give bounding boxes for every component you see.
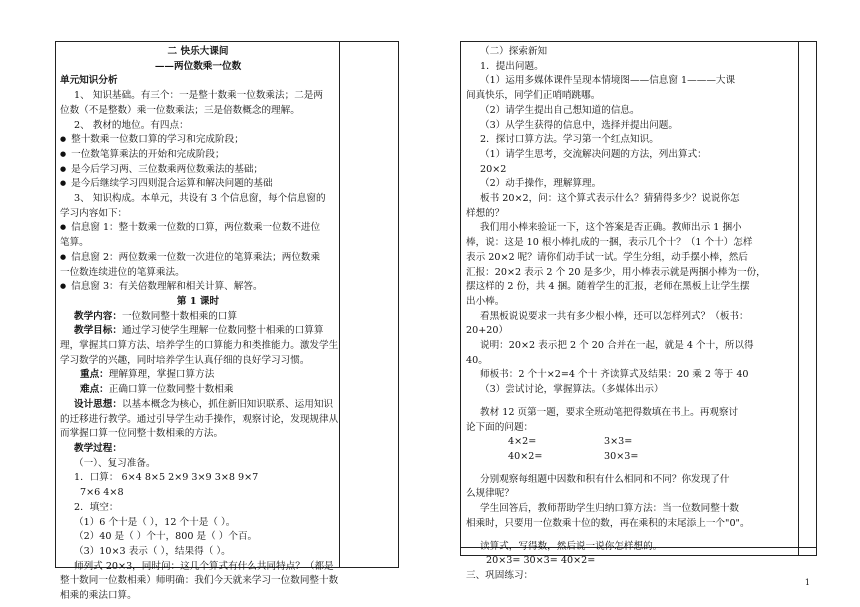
position-heading: 2、 教材的地位。有四点：: [74, 119, 189, 131]
final-equations: 20×3= 30×3= 40×2=: [486, 555, 596, 567]
structure-line1: 3、 知识构成。本单元，共设有 3 个信息窗，每个信息窗的: [74, 193, 326, 205]
window1-line2: 笔算。: [60, 237, 89, 249]
structure-line2: 学习内容如下：: [60, 207, 128, 219]
teacher-line1: 师列式 20×3，同时问：这几个算式有什么共同特点？（都是: [74, 560, 334, 572]
window1-line1: ● 信息窗 1：整十数乘一位数的口算，两位数乘一位数不进位: [60, 221, 336, 236]
teacher-line2: 整十数同一位数相乘）师明确：我们今天就来学习一位数同整十数: [60, 575, 339, 587]
goal-line3: 学习数学的兴趣，同时培养学生认真仔细的良好学习习惯。: [60, 354, 310, 366]
step2: （2）请学生提出自己想知道的信息。: [480, 104, 640, 116]
verify-line5: 摆这样的 2 份，共 4 捆。随着学生的汇报，老师在黑板上让学生摆: [466, 281, 750, 293]
formula: 20×2: [480, 163, 507, 175]
position-item: ● 整十数乘一位数口算的学习和完成阶段；: [60, 133, 336, 148]
right-table-divider: [798, 41, 799, 556]
observe-line2: 么规律呢？: [466, 488, 514, 500]
position-item: ● 一位数笔算乘法的开始和完成阶段；: [60, 148, 336, 163]
position-item: ● 是今后学习两、三位数乘两位数乘法的基础；: [60, 163, 336, 178]
fill-item-3: （3）10×3 表示（ ），结果得（ ）。: [74, 545, 231, 557]
explore-calc: 2．探讨口算方法。学习第一个红点知识。: [480, 134, 659, 146]
unit-subtitle: ——两位数乘一位数: [154, 60, 242, 72]
content-text: 一位数同整十数相乘的口算: [121, 310, 238, 322]
explore-heading: （二）探索新知: [480, 46, 548, 57]
board-question-line2: 20+20）: [466, 325, 509, 337]
board-question-line1: 看黑板说说要求一共有多少根小棒，还可以怎样列式？（板书：: [480, 310, 749, 322]
equation: 3×3=: [604, 436, 633, 448]
read-write-instruction: 读算式，写得数，然后说一说你怎样想的。: [480, 540, 663, 552]
goal-line2: 理，掌握其口算方法、培养学生的口算能力和类推能力。激发学生: [60, 340, 339, 352]
discuss-step: （3）尝试讨论，掌握算法。（多媒体出示）: [480, 384, 664, 396]
verify-line2: 棒，说：这是 10 根小棒扎成的一捆，表示几个十？（1 个十）怎样: [466, 237, 753, 249]
key-label: 重点：: [80, 369, 109, 381]
verify-line6: 出小棒。: [466, 295, 505, 307]
oral-calc-line2: 7×6 4×8: [80, 487, 124, 499]
goal-text: 通过学习使学生理解一位数同整十相乘的口算算: [121, 325, 324, 337]
design-line2: 的迁移进行教学。通过引导学生动手操作，观察讨论，发现规律从: [60, 413, 339, 425]
design-label: 设计思想：: [74, 398, 122, 410]
page-number: 1: [804, 578, 810, 587]
operate-step: （2）动手操作，理解算理。: [480, 178, 602, 190]
key-text: 理解算理，掌握口算方法: [108, 369, 215, 381]
verify-line3: 表示 20×2 呢？请你们动手试一试。学生分组，动手摆小棒，然后: [466, 251, 748, 263]
explain-line2: 40。: [466, 354, 488, 366]
think-step: （1）请学生思考，交流解决问题的方法，列出算式：: [480, 148, 707, 160]
equation: 40×2=: [508, 450, 543, 462]
step1-line1: （1）运用多媒体课件呈现本情境图——信息窗 1———大课: [480, 75, 736, 87]
step1-line2: 间真快乐，同学们正哨哨跳哪。: [466, 90, 601, 102]
difficulty-label: 难点：: [80, 384, 109, 396]
textbook-line1: 教材 12 页第一题，要求全班动笔把得数填在书上。再观察讨: [480, 406, 739, 418]
window2-line2: 一位数连续进位的笔算乘法。: [60, 266, 185, 278]
consolidate-heading: 三、巩固练习：: [466, 569, 534, 581]
verify-line4: 汇报：20×2 表示 2 个 20 是多少，用小棒表示就是两捆小棒为一份，: [466, 266, 766, 278]
difficulty-text: 正确口算一位数同整十数相乘: [108, 384, 234, 396]
knowledge-basis-line2: 位数（不是整数）乘一位数乘法；三是倍数概念的理解。: [60, 104, 300, 116]
observe-line1: 分别观察每组题中因数和积有什么相同和不同？你发现了什: [480, 473, 730, 485]
unit-title: 二 快乐大课间: [167, 46, 229, 57]
summary-line1: 学生回答后，教师帮助学生归纳口算方法：当一位数同整十数: [480, 503, 740, 515]
equation: 4×2=: [508, 436, 537, 448]
left-column: [60, 45, 339, 604]
lesson-title: 第 1 课时: [176, 295, 220, 307]
step3: （3）从学生获得的信息中，选择并提出问题。: [480, 119, 678, 131]
window2-line1: ● 信息窗 2：两位数乘一位数一次进位的笔算乘法；两位数乘: [60, 251, 336, 266]
ask-problem: 1．提出问题。: [480, 60, 544, 72]
knowledge-basis-line1: 1、 知识基础。有三个：一是整十数乘一位数乘法；二是两: [74, 90, 323, 102]
board-line1: 板书 20×2，问：这个算式表示什么？猜猜得多少？说说你怎: [480, 193, 740, 205]
right-column: [466, 45, 796, 584]
fill-item-1: （1）6 个十是（ ），12 个十是（ ）。: [74, 516, 236, 528]
design-line3: 而掌握口算一位同整十数相乘的方法。: [60, 428, 224, 440]
fill-heading: 2．填空：: [74, 501, 119, 513]
equation: 30×3=: [604, 450, 639, 462]
window3-line: ● 信息窗 3：有关倍数理解和相关计算、解答。: [60, 280, 336, 295]
fill-item-2: （2）40 是（ ）个十，800 是（ ）个百。: [74, 531, 258, 543]
textbook-line2: 论下面的问题：: [466, 421, 534, 433]
section-heading: 单元知识分析: [60, 75, 118, 87]
explain-line1: 说明：20×2 表示把 2 个 20 合并在一起，就是 4 个十，所以得: [480, 340, 754, 352]
verify-line1: 我们用小棒来验证一下，这个答案是否正确。教师出示 1 捆小: [480, 222, 742, 234]
goal-label: 教学目标：: [74, 325, 122, 337]
summary-line2: 相乘时，只要用一位数乘十位的数，再在乘积的末尾添上一个"0"。: [466, 517, 750, 529]
position-item: ● 是今后继续学习四则混合运算和解决问题的基础: [60, 177, 336, 192]
left-table-divider: [339, 41, 340, 568]
teacher-line3: 相乘的乘法口算。: [60, 590, 137, 602]
teacher-writeup: 师板书：2 个十×2=4 个十 齐读算式及结果：20 乘 2 等于 40: [480, 369, 749, 381]
content-label: 教学内容：: [74, 310, 122, 322]
design-text: 以基本概念为核心，抓住新旧知识联系、运用知识: [121, 398, 334, 410]
board-line2: 样想的？: [466, 207, 505, 219]
process-label: 教学过程：: [74, 442, 122, 454]
review-heading: （一）、复习准备。: [74, 457, 156, 469]
oral-calc-line1: 1．口算： 6×4 8×5 2×9 3×9 3×8 9×7: [74, 472, 259, 484]
